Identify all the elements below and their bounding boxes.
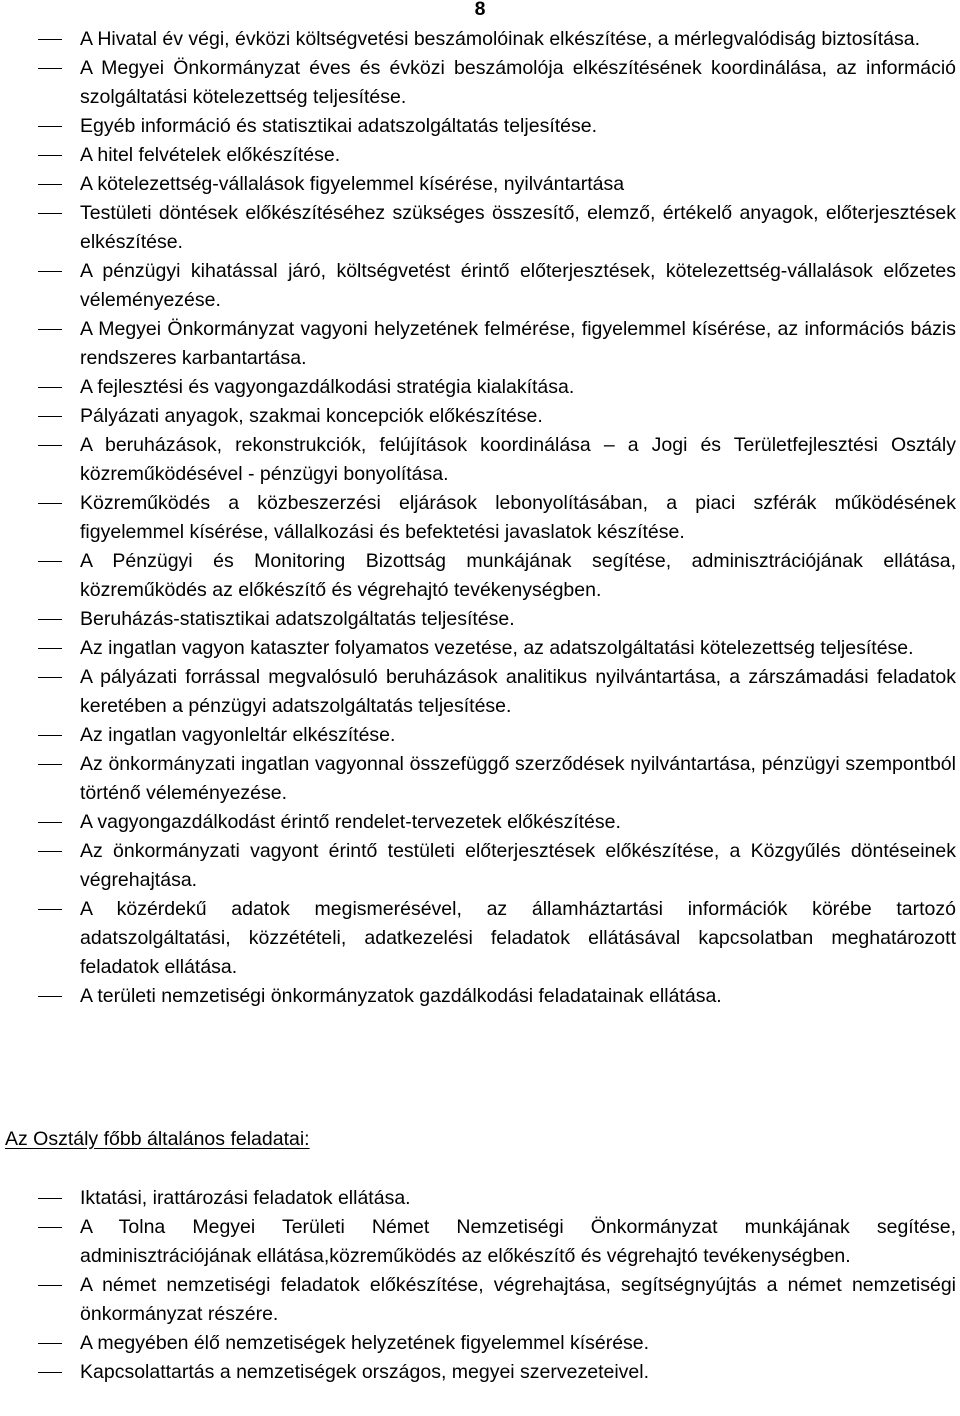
list-item-text: A megyében élő nemzetiségek helyzetének figyelemmel kísérése.: [80, 1332, 650, 1354]
dash-bullet: [38, 1372, 62, 1373]
list-item: [0, 1213, 960, 1271]
list-item-text: Pályázati anyagok, szakmai koncepciók előkészítése.: [80, 405, 543, 427]
dash-bullet: [38, 1198, 62, 1199]
list-item: [0, 1329, 960, 1358]
list-item-text: Testületi döntések előkészítéséhez szükséges összesítő, elemző, értékelő anyagok, előterjesztések elkészítése.: [80, 202, 956, 253]
section-heading: Az Osztály főbb általános feladatai:: [5, 1128, 310, 1150]
list-item: [0, 112, 960, 141]
list-item-text: Az ingatlan vagyon kataszter folyamatos vezetése, az adatszolgáltatási kötelezettség teljesítése.: [80, 637, 914, 659]
list-item-text: A Hivatal év végi, évközi költségvetési beszámolóinak elkészítése, a mérlegvalódiság biztosítása.: [80, 28, 921, 50]
list-item: [0, 895, 960, 982]
dash-bullet: [38, 735, 62, 736]
list-item: [0, 257, 960, 315]
dash-bullet: [38, 126, 62, 127]
list-item: [0, 663, 960, 721]
list-item: [0, 1271, 960, 1329]
dash-bullet: [38, 39, 62, 40]
list-item: [0, 982, 960, 1011]
list-item: [0, 25, 960, 54]
list-item: [0, 1358, 960, 1387]
dash-bullet: [38, 648, 62, 649]
dash-bullet: [38, 445, 62, 446]
list-item: [0, 808, 960, 837]
dash-bullet: [38, 909, 62, 910]
list-item: [0, 837, 960, 895]
dash-bullet: [38, 184, 62, 185]
list-item-text: A vagyongazdálkodást érintő rendelet-tervezetek előkészítése.: [80, 811, 621, 833]
list-item-text: A hitel felvételek előkészítése.: [80, 144, 341, 166]
list-item-text: Az önkormányzati ingatlan vagyonnal összefüggő szerződések nyilvántartása, pénzügyi szempontból történő véleményezése.: [80, 753, 956, 804]
dash-bullet: [38, 155, 62, 156]
dash-bullet: [38, 416, 62, 417]
list-item-text: Iktatási, irattározási feladatok ellátása.: [80, 1187, 411, 1209]
list-item-text: A német nemzetiségi feladatok előkészítése, végrehajtása, segítségnyújtás a német nemzetiségi önkormányzat részére.: [80, 1274, 956, 1325]
list-item: [0, 1184, 960, 1213]
dash-bullet: [38, 561, 62, 562]
list-item-text: A Megyei Önkormányzat vagyoni helyzetének felmérése, figyelemmel kísérése, az információs bázis rendszeres karbantartása.: [80, 318, 956, 369]
page-number: 8: [474, 0, 486, 20]
list-item: [0, 373, 960, 402]
list-item: [0, 141, 960, 170]
dash-bullet: [38, 1343, 62, 1344]
list-item-text: A területi nemzetiségi önkormányzatok gazdálkodási feladatainak ellátása.: [80, 985, 722, 1007]
dash-bullet: [38, 68, 62, 69]
list-item-text: A Tolna Megyei Területi Német Nemzetiségi Önkormányzat munkájának segítése, adminisztrációjának ellátása,közreműködés az előkészítő és végrehajtó tevékenységben.: [80, 1216, 956, 1267]
list-item-text: A beruházások, rekonstrukciók, felújítások koordinálása – a Jogi és Területfejlesztési Osztály közreműködésével - pénzügyi bonyolítása.: [80, 434, 956, 485]
dash-bullet: [38, 996, 62, 997]
list-item-text: Egyéb információ és statisztikai adatszolgáltatás teljesítése.: [80, 115, 598, 137]
task-list-general: [0, 1184, 960, 1387]
list-item: [0, 315, 960, 373]
dash-bullet: [38, 677, 62, 678]
dash-bullet: [38, 822, 62, 823]
list-item-text: A kötelezettség-vállalások figyelemmel kísérése, nyilvántartása: [80, 173, 625, 195]
list-item-text: Az önkormányzati vagyont érintő testületi előterjesztések előkészítése, a Közgyűlés döntéseinek végrehajtása.: [80, 840, 956, 891]
list-item: [0, 402, 960, 431]
dash-bullet: [38, 387, 62, 388]
list-item: [0, 199, 960, 257]
list-item: [0, 634, 960, 663]
list-item-text: A pályázati forrással megvalósuló beruházások analitikus nyilvántartása, a zárszámadási feladatok keretében a pénzügyi adatszolgáltatás teljesítése.: [80, 666, 956, 717]
list-item-text: A közérdekű adatok megismerésével, az államháztartási információk körébe tartozó adatszolgáltatási, közzétételi, adatkezelési feladatok ellátásával kapcsolatban meghatározott feladatok ellátása.: [80, 898, 956, 978]
dash-bullet: [38, 619, 62, 620]
list-item: [0, 750, 960, 808]
dash-bullet: [38, 851, 62, 852]
list-item-text: Közreműködés a közbeszerzési eljárások lebonyolításában, a piaci szférák működésének figyelemmel kísérése, vállalkozási és befektetési javaslatok készítése.: [80, 492, 956, 543]
list-item: [0, 489, 960, 547]
dash-bullet: [38, 213, 62, 214]
list-item-text: A Pénzügyi és Monitoring Bizottság munkájának segítése, adminisztrációjának ellátása, közreműködés az előkészítő és végrehajtó tevékenységben.: [80, 550, 956, 601]
dash-bullet: [38, 1227, 62, 1228]
list-item-text: A pénzügyi kihatással járó, költségvetést érintő előterjesztések, kötelezettség-vállalások előzetes véleményezése.: [80, 260, 956, 311]
list-item-text: A Megyei Önkormányzat éves és évközi beszámolója elkészítésének koordinálása, az információ szolgáltatási kötelezettség teljesítése.: [80, 57, 956, 108]
list-item: [0, 547, 960, 605]
list-item-text: Kapcsolattartás a nemzetiségek országos, megyei szervezeteivel.: [80, 1361, 650, 1383]
list-item-text: Az ingatlan vagyonleltár elkészítése.: [80, 724, 396, 746]
dash-bullet: [38, 271, 62, 272]
list-item: [0, 605, 960, 634]
task-list-department: [0, 25, 960, 1011]
list-item: [0, 54, 960, 112]
list-item: [0, 431, 960, 489]
list-item: [0, 170, 960, 199]
dash-bullet: [38, 1285, 62, 1286]
dash-bullet: [38, 503, 62, 504]
dash-bullet: [38, 329, 62, 330]
list-item: [0, 721, 960, 750]
dash-bullet: [38, 764, 62, 765]
list-item-text: Beruházás-statisztikai adatszolgáltatás teljesítése.: [80, 608, 515, 630]
list-item-text: A fejlesztési és vagyongazdálkodási stratégia kialakítása.: [80, 376, 575, 398]
